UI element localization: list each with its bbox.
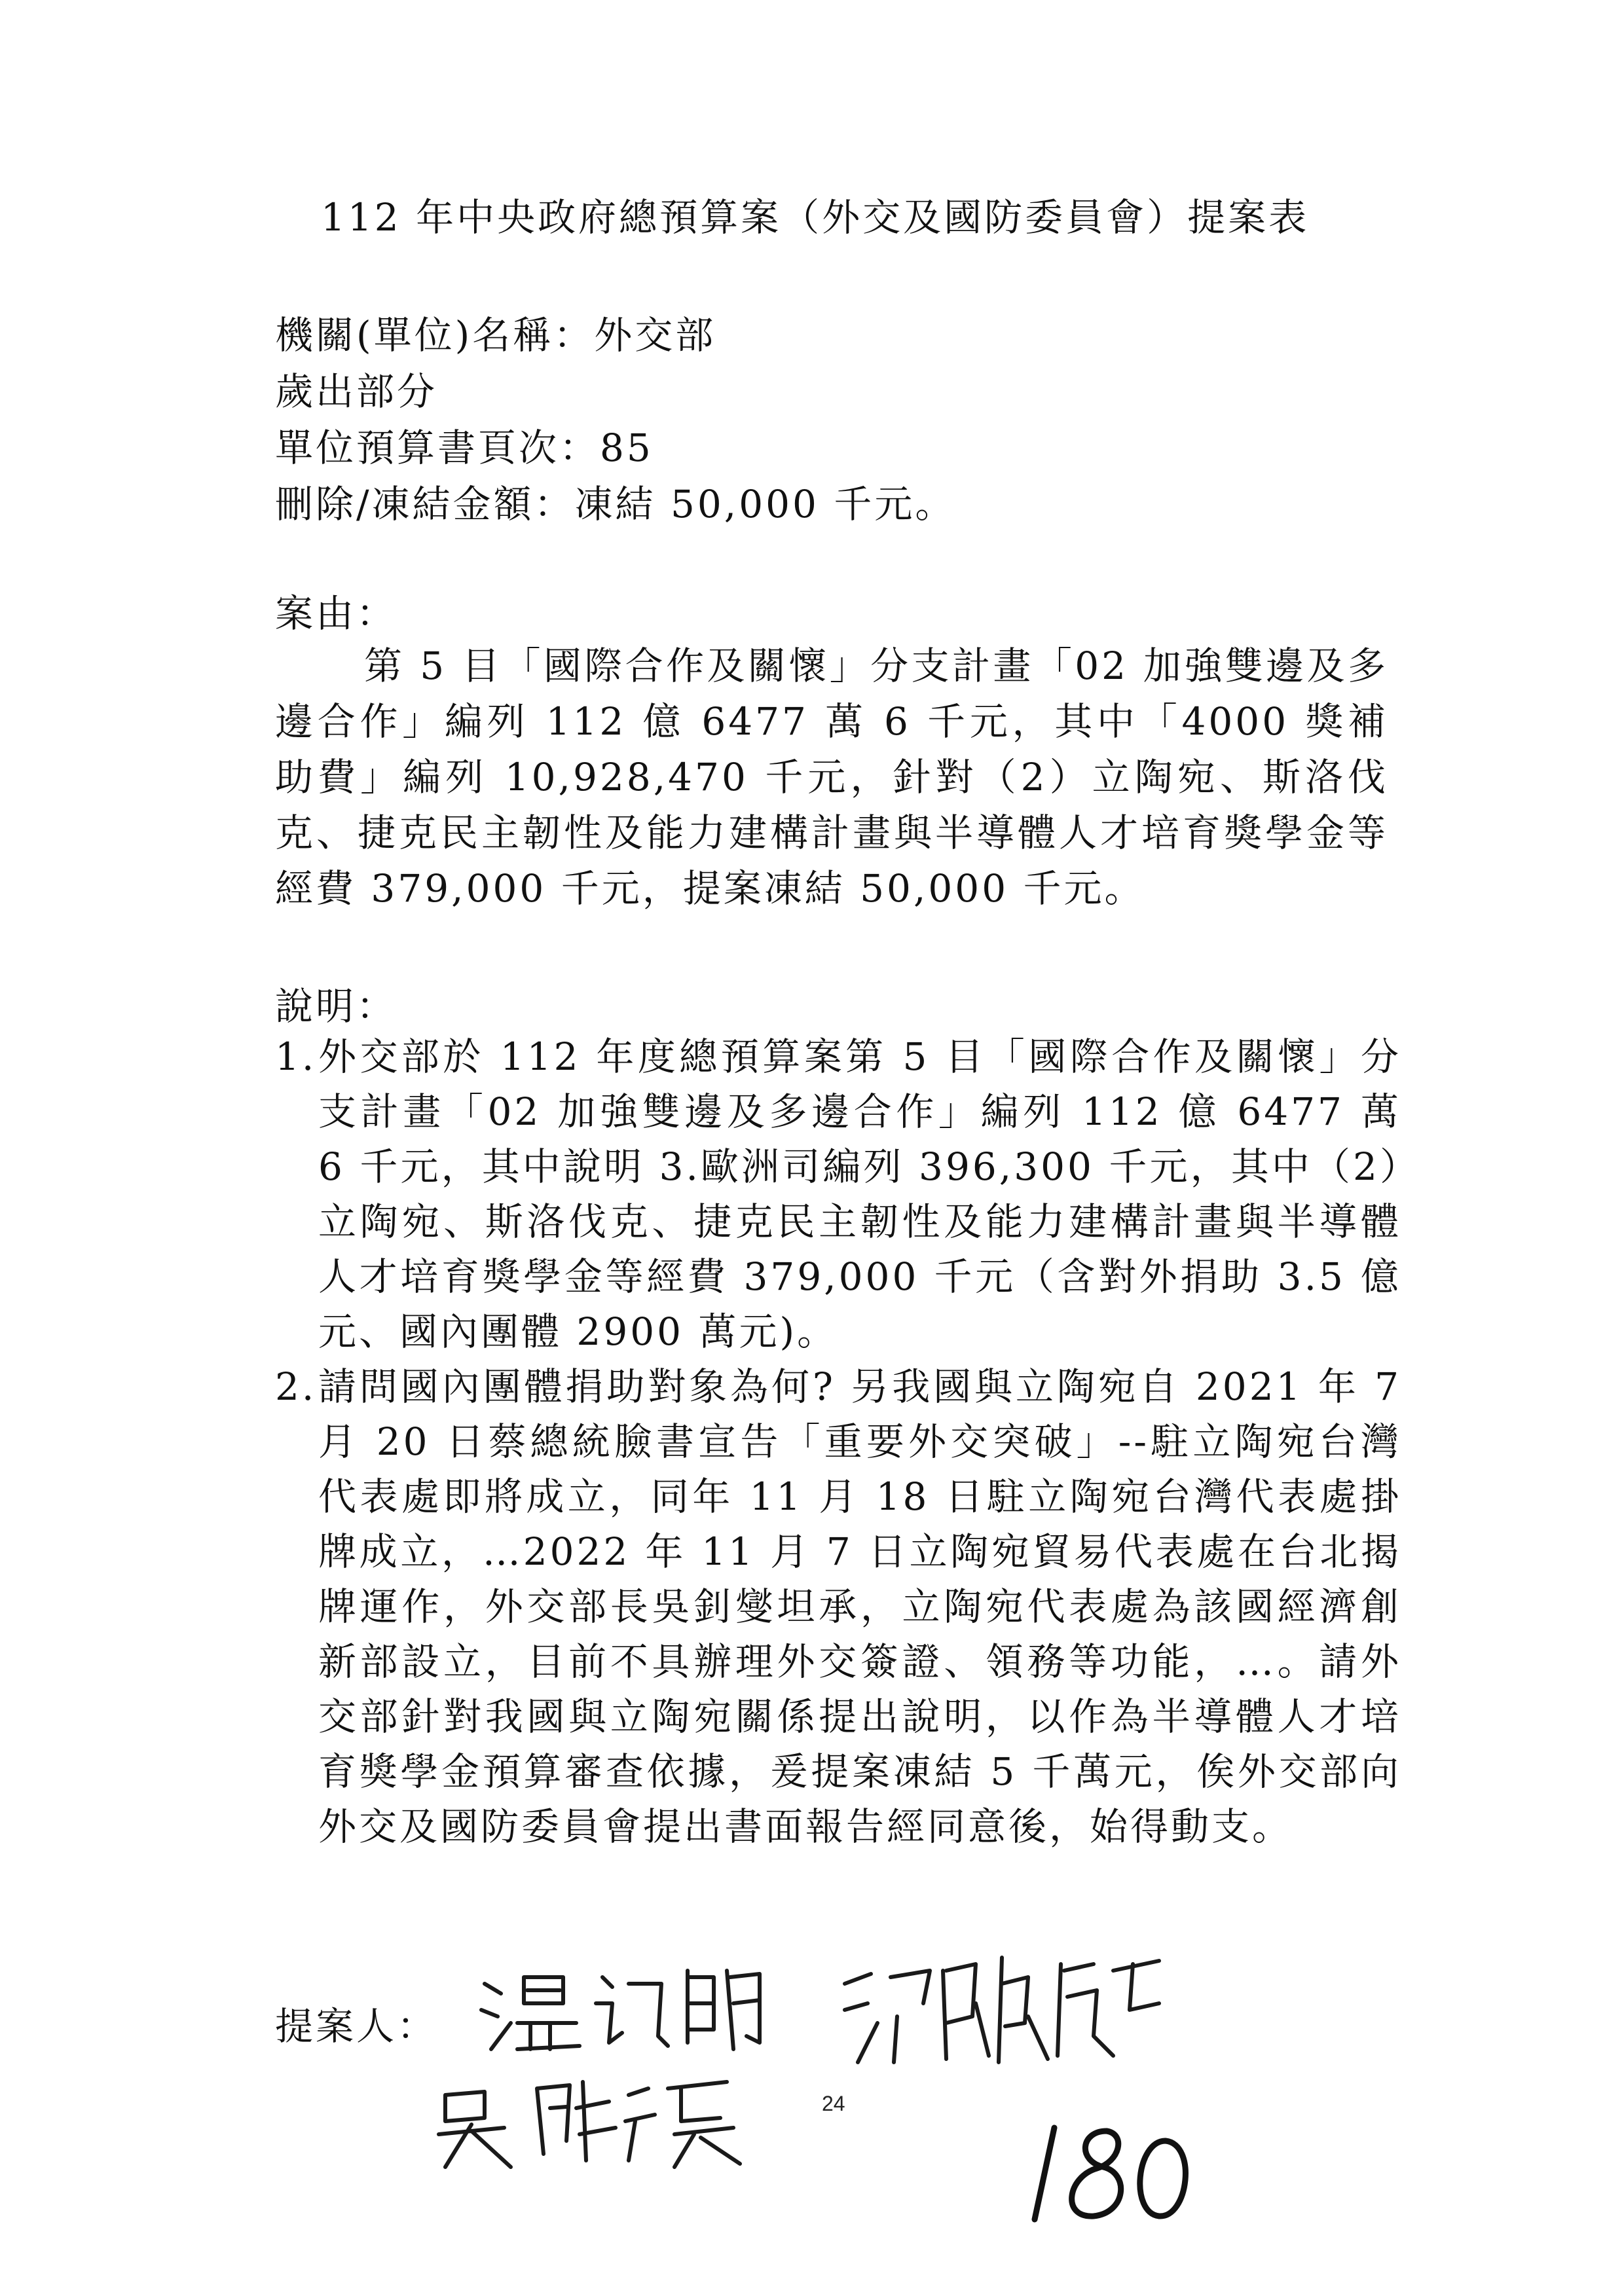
agency-name: 機關(單位)名稱：外交部 xyxy=(275,313,716,357)
reason-text: 第 5 目「國際合作及關懷」分支計畫「02 加強雙邊及多邊合作」編列 112 億 6477 萬 6 千元，其中「4000 獎補助費」編列 10,928,470 千元，針對（2）立陶宛、斯洛伐克、捷克民主韌性及能力建構計畫與半導體人才培育獎學金等經費 379,000 千元，提案凍結 50,000 千元。 xyxy=(275,644,1388,911)
explanation-item-text: 請問國內團體捐助對象為何? 另我國與立陶宛自 2021 年 7 月 20 日蔡總統臉書宣告「重要外交突破」--駐立陶宛台灣代表處即將成立，同年 11 月 18 日駐立陶宛台灣代表處掛牌成立，…2022 年 11 月 7 日立陶宛貿易代表處在台北揭牌運作，外交部長吳釗燮坦承，立陶宛代表處為該國經濟創新部設立，目前不具辦理外交簽證、領務等功能，…。請外交部針對我國與立陶宛關係提出說明，以作為半導體人才培育獎學金預算審查依據，爰提案凍結 5 千萬元，俟外交部向外交及國防委員會提出書面報告經同意後，始得動支。 xyxy=(318,1364,1401,1849)
signature-2-drawing xyxy=(419,2062,760,2174)
proposer-label: 提案人： xyxy=(275,2004,438,2049)
page-title: 112 年中央政府總預算案（外交及國防委員會）提案表 xyxy=(321,195,1310,240)
budget-page: 單位預算書頁次：85 xyxy=(275,426,654,470)
section-name: 歲出部分 xyxy=(275,369,438,414)
freeze-amount: 刪除/凍結金額：凍結 50,000 千元。 xyxy=(275,482,956,526)
explanation-item-number: 1. xyxy=(275,1034,317,1079)
handwritten-number xyxy=(1022,2115,1205,2229)
explanation-item-number: 2. xyxy=(275,1364,317,1409)
signature-3 xyxy=(832,1944,1172,2069)
signature-1 xyxy=(471,1958,786,2056)
explanation-list xyxy=(275,1029,1401,1854)
reason-label: 案由： xyxy=(275,591,397,636)
explanation-label: 說明： xyxy=(275,984,397,1029)
page-number: 24 xyxy=(822,2092,845,2115)
explanation-item-text: 外交部於 112 年度總預算案第 5 目「國際合作及關懷」分支計畫「02 加強雙邊及多邊合作」編列 112 億 6477 萬 6 千元，其中說明 3.歐洲司編列 396,300 千元，其中（2）立陶宛、斯洛伐克、捷克民主韌性及能力建構計畫與半導體人才培育獎學金等經費 379,000 千元（含對外捐助 3.5 億元、國內團體 2900 萬元)。 xyxy=(318,1034,1401,1354)
handwritten-number-drawing xyxy=(1022,2115,1205,2226)
signature-1-drawing xyxy=(471,1958,786,2056)
signature-3-drawing xyxy=(832,1944,1172,2069)
explanation-item xyxy=(275,1029,1401,1359)
signature-2 xyxy=(419,2062,760,2174)
explanation-item xyxy=(275,1359,1401,1854)
